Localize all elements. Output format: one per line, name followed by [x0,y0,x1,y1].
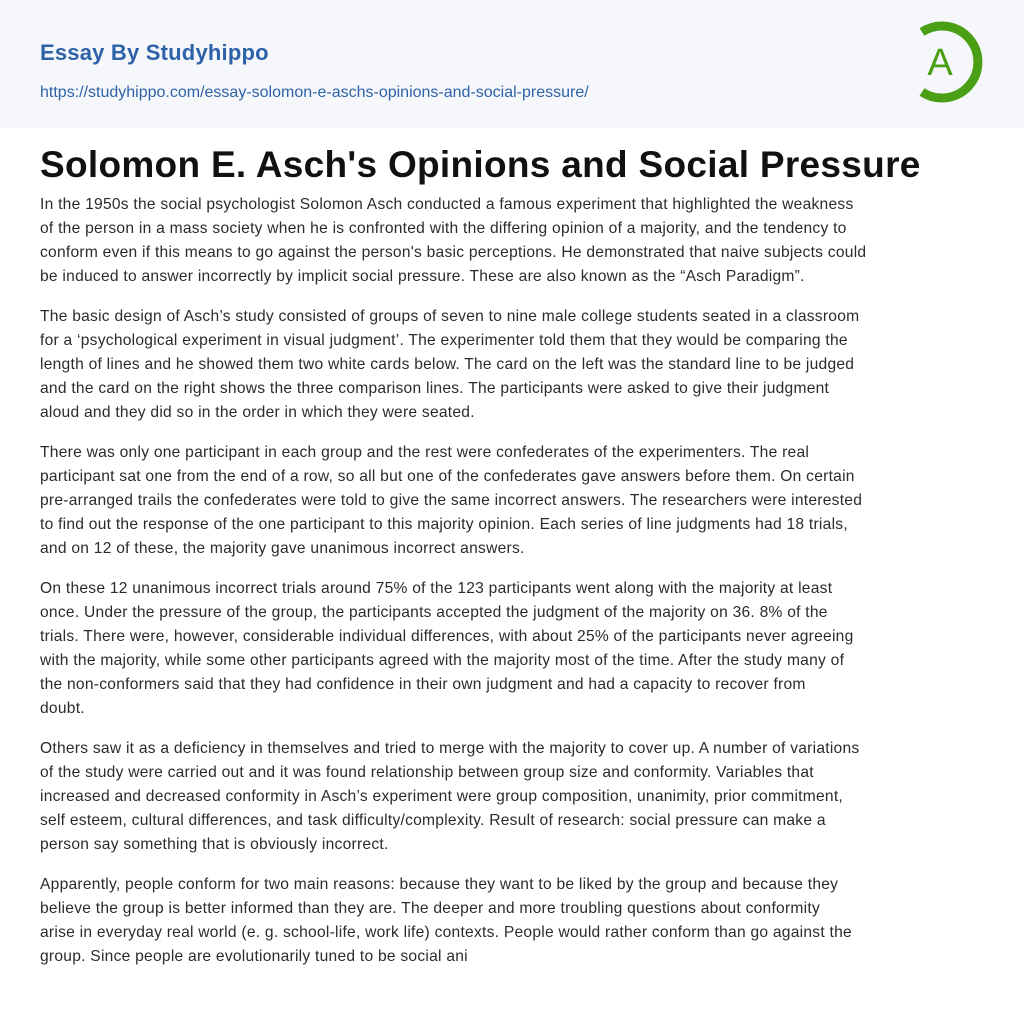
paragraph-line: arise in everyday real world (e. g. school-life, work life) contexts. People would rather conform than go against the [40,924,852,941]
essay-paragraph [40,305,990,425]
site-header [0,0,1024,128]
paragraph-line: aloud and they did so in the order in which they were seated. [40,404,475,421]
essay-paragraph [40,577,990,721]
essay-paragraph [40,737,990,857]
paragraph-line: conform even if this means to go against the person's basic perceptions. He demonstrated that naive subjects could [40,244,867,261]
paragraph-line: with the majority, while some other participants agreed with the majority most of the time. After the study many of [40,652,845,669]
brand-title: Essay By Studyhippo [40,40,269,65]
paragraph-line: believe the group is better informed than they are. The deeper and more troubling questions about conformity [40,900,820,917]
paragraph-line: There was only one participant in each group and the rest were confederates of the experimenters. The real [40,444,810,461]
paragraph-line: the non-conformers said that they had confidence in their own judgment and had a capacity to recover from [40,676,806,693]
paragraph-line: self esteem, cultural differences, and task difficulty/complexity. Result of research: social pressure can make a [40,812,826,829]
essay-paragraph [40,441,990,561]
paragraph-line: and on 12 of these, the majority gave unanimous incorrect answers. [40,540,525,557]
paragraph-line: doubt. [40,700,85,717]
paragraph-line: participant sat one from the end of a row, so all but one of the confederates gave answers before them. On certain [40,468,855,485]
paragraph-line: once. Under the pressure of the group, the participants accepted the judgment of the majority on 36. 8% of the [40,604,828,621]
paragraph-line: The basic design of Asch’s study consisted of groups of seven to nine male college students seated in a classroom [40,308,860,325]
paragraph-line: length of lines and he showed them two white cards below. The card on the left was the standard line to be judged [40,356,855,373]
paragraph-line: trials. There were, however, considerable individual differences, with about 25% of the participants never agreeing [40,628,854,645]
paragraph-line: of the person in a mass society when he is confronted with the differing opinion of a majority, and the tendency to [40,220,847,237]
essay-paragraph [40,873,990,969]
studyhippo-logo-icon[interactable] [910,18,988,106]
paragraph-line: for a ‘psychological experiment in visual judgment’. The experimenter told them that they would be comparing the [40,332,848,349]
paragraph-line: person say something that is obviously incorrect. [40,836,389,853]
essay-body [40,193,990,985]
essay-title: Solomon E. Asch's Opinions and Social Pressure [40,144,921,185]
paragraph-line: be induced to answer incorrectly by implicit social pressure. These are also known as the “Asch Paradigm”. [40,268,805,285]
paragraph-line: group. Since people are evolutionarily tuned to be social ani [40,948,468,965]
essay-paragraph [40,193,990,289]
paragraph-line: On these 12 unanimous incorrect trials around 75% of the 123 participants went along with the majority at least [40,580,833,597]
paragraph-line: and the card on the right shows the three comparison lines. The participants were asked to give their judgment [40,380,830,397]
paragraph-line: Apparently, people conform for two main reasons: because they want to be liked by the group and because they [40,876,839,893]
svg-text:A: A [927,42,953,84]
paragraph-line: of the study were carried out and it was found relationship between group size and conformity. Variables that [40,764,814,781]
essay-url-link[interactable]: https://studyhippo.com/essay-solomon-e-aschs-opinions-and-social-pressure/ [40,84,589,101]
paragraph-line: Others saw it as a deficiency in themselves and tried to merge with the majority to cover up. A number of variations [40,740,860,757]
paragraph-line: increased and decreased conformity in Asch’s experiment were group composition, unanimity, prior commitment, [40,788,844,805]
paragraph-line: to find out the response of the one participant to this majority opinion. Each series of line judgments had 18 trials, [40,516,848,533]
paragraph-line: In the 1950s the social psychologist Solomon Asch conducted a famous experiment that highlighted the weakness [40,196,854,213]
paragraph-line: pre-arranged trails the confederates were told to give the same incorrect answers. The researchers were interested [40,492,863,509]
